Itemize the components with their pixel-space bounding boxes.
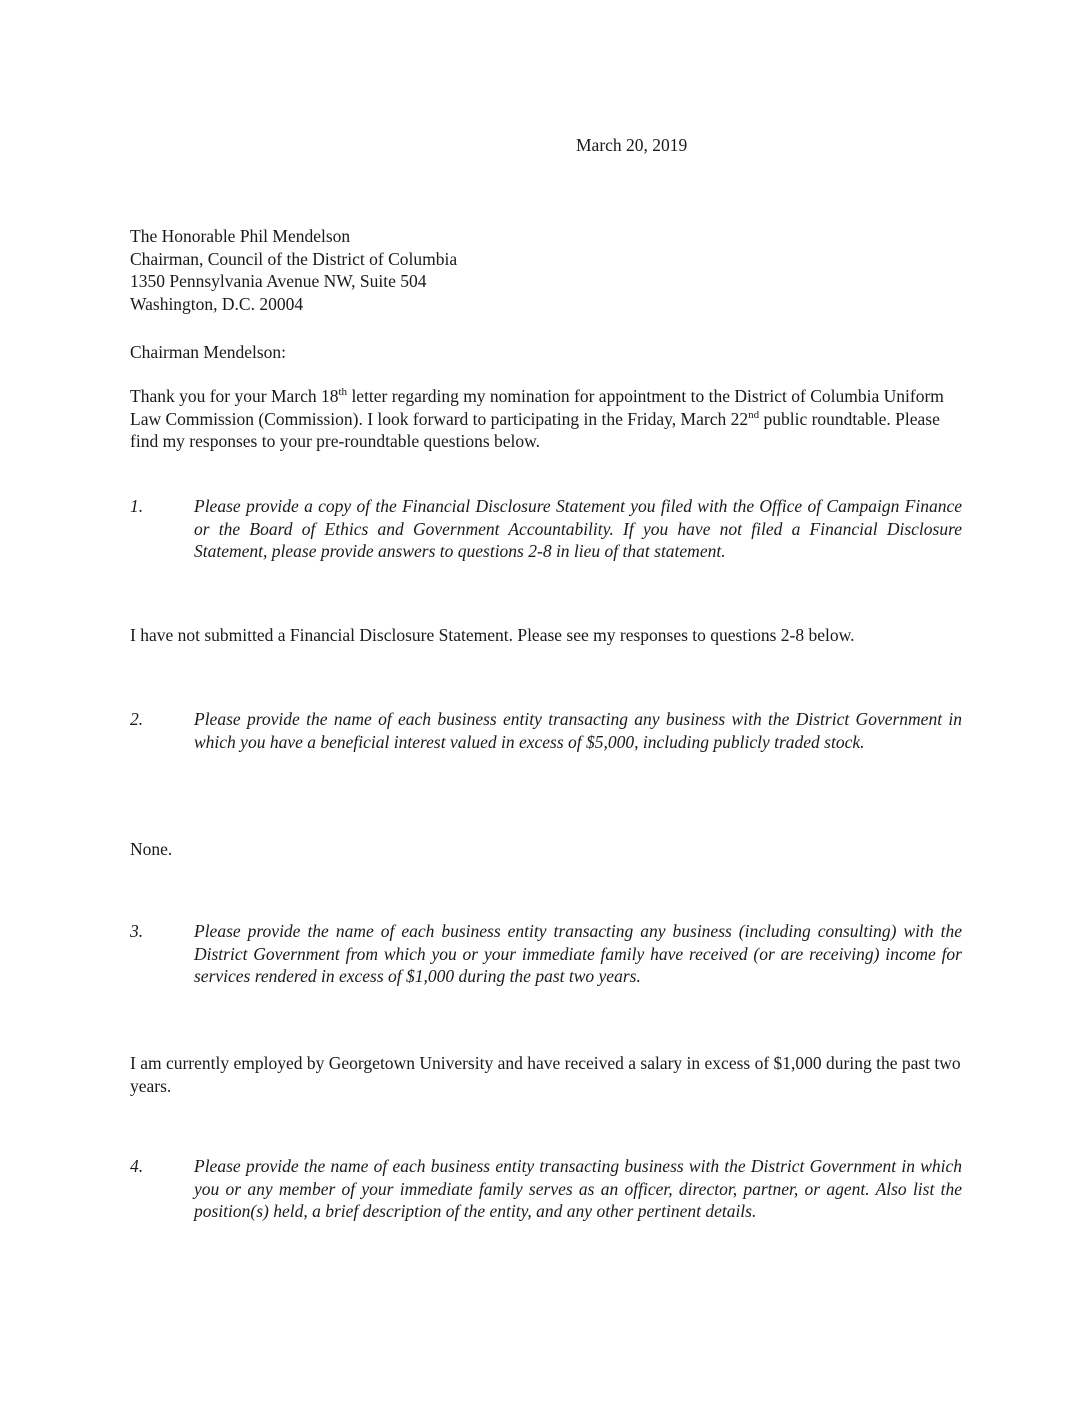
letter-date: March 20, 2019 [576,135,688,155]
answer-3: I am currently employed by Georgetown University and have received a salary in excess of $1,000 during the past two years. [130,1053,961,1096]
salutation: Chairman Mendelson: [130,342,287,362]
answer-1: I have not submitted a Financial Disclosure Statement. Please see my responses to questions 2-8 below. [130,625,855,645]
recipient-city: Washington, D.C. 20004 [130,293,304,314]
question-number: 1. [130,496,144,516]
question-text: Please provide a copy of the Financial Disclosure Statement you filed with the Office of Campaign Finance or the Board of Ethics and Government Accountability. If you have not filed a Financial Disclosure Statement, please provide answers to questions 2-8 in lieu of that statement. [194,496,962,561]
question-number: 2. [130,709,144,729]
intro-paragraph [130,385,960,453]
recipient-title: Chairman, Council of the District of Columbia [130,248,458,269]
recipient-street: 1350 Pennsylvania Avenue NW, Suite 504 [130,271,427,291]
question-text: Please provide the name of each business entity transacting any business with the District Government in which you have a beneficial interest valued in excess of $5,000, including publicly traded stock. [194,709,962,752]
question-text: Please provide the name of each business entity transacting any business (including consulting) with the District Government from which you or your immediate family have received (or are receiving) income for services rendered in excess of $1,000 during the past two years. [194,921,962,986]
intro-sup-1: th [338,386,348,399]
answer-2: None. [130,839,173,859]
question-number: 3. [130,921,144,941]
intro-text-1: Thank you for your March 18 [130,386,339,406]
question-number: 4. [130,1156,144,1176]
recipient-address [130,225,457,315]
intro-sup-2: nd [748,408,760,421]
intro-text-3: public roundtable. Please find my responses to your pre-roundtable questions below. [130,408,940,451]
intro-text-2: letter regarding my nomination for appointment to the District of Columbia Uniform Law Commission (Commission). I look forward to participating in the Friday, March 22 [130,386,944,429]
question-text: Please provide the name of each business entity transacting business with the District Government in which you or any member of your immediate family serves as an officer, director, partner, or agent. Also list the position(s) held, a brief description of the entity, and any other pertinent details. [194,1156,962,1221]
recipient-name: The Honorable Phil Mendelson [130,226,351,246]
